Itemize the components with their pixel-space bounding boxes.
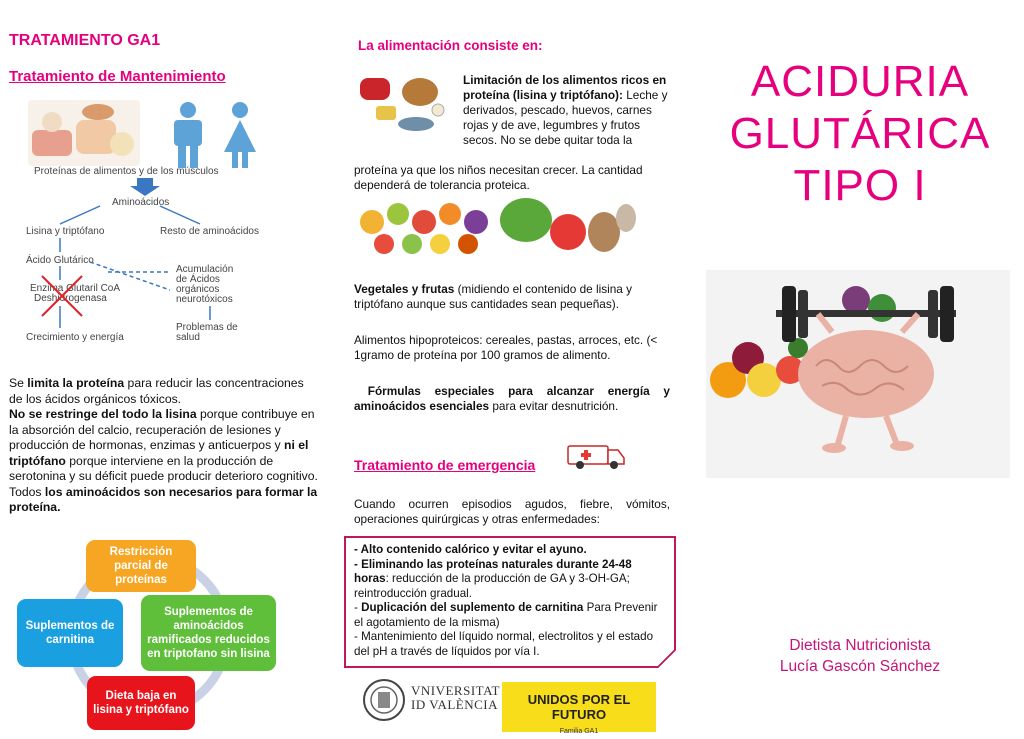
limitation-text-cont: proteína ya que los niños necesitan crecer. La cantidad dependerá de tolerancia proteica. (354, 163, 643, 192)
diagram-proteins: Proteínas de alimentos y de los músculos (34, 166, 219, 177)
diagram-enzyme-1: Enzima Glutaril CoA (30, 283, 121, 294)
emergency-item-4: - Mantenimiento del líquido normal, electrolitos y el estado del pH a través de líquidos por vía I. (354, 630, 654, 658)
unidos-logo: UNIDOS POR EL FUTURO Familia GA1 (502, 682, 656, 732)
title-line-2: GLUTÁRICA (729, 109, 991, 158)
emergency-item-2: - Eliminando las proteínas naturales durante 24-48 horas: reducción de la producción de GA y 3-OH-GA; reintroducción gradual. (354, 557, 632, 600)
emergency-box (344, 536, 676, 668)
diagram-growth: Crecimiento y energía (26, 332, 124, 343)
diagram-amino: Aminoácidos (112, 197, 170, 208)
diagram-accum-1: Acumulación (176, 264, 234, 275)
diagram-accum-2: de Ácidos (176, 274, 220, 285)
diagram-rest: Resto de aminoácidos (160, 226, 259, 237)
cycle-box-amino-supplements: Suplementos de aminoácidos ramificados reducidos en triptofano sin lisina (141, 595, 276, 671)
hypoprotein-text: Alimentos hipoproteicos: cereales, pastas, arroces, etc. (< 1gramo de proteína por 100 gramos de alimento. (354, 333, 658, 362)
diagram-lys: Lisina y triptófano (26, 226, 105, 237)
maintenance-text: Se limita la proteína para reducir las concentraciones de los ácidos orgánicos tóxicos. No se restringe del todo la lisina porque contribuye en la absorción del calcio, recuperación de lesiones y producción de hormonas, enzimas y anticuerpos y ni el triptófano porque interviene en la producción de serotonina y su déficit puede producir deterioro cognitivo. Todos los aminoácidos son necesarios para formar la proteína. (9, 376, 318, 514)
diagram-probs-2: salud (176, 332, 200, 343)
ambulance-icon (566, 440, 628, 470)
limitation-text: Limitación de los alimentos ricos en proteína (lisina y triptófano): Leche y derivados, pescado, huevos, carnes rojas y de ave, legumbres y frutos secos. No se debe quitar toda la (463, 73, 668, 147)
formulas-text: Fórmulas especiales para alcanzar energía y aminoácidos esenciales para evitar desnutrición. (354, 384, 670, 413)
diagram-probs-1: Problemas de (176, 322, 238, 333)
vegetables-fruits-image (354, 192, 644, 260)
title-line-3: TIPO I (793, 161, 927, 210)
cycle-box-carnitine: Suplementos de carnitina (17, 599, 123, 667)
vegetables-text: Vegetales y frutas (midiendo el contenido de lisina y triptófano aunque sus cantidades sean pequeñas). (354, 282, 633, 311)
emergency-intro: Cuando ocurren episodios agudos, fiebre, vómitos, operaciones quirúrgicas y otras enfermedades: (354, 497, 670, 526)
diagram-accum-4: neurotóxicos (176, 294, 233, 305)
treatment-cycle (14, 535, 284, 735)
title-line-1: ACIDURIA (750, 57, 970, 106)
diagram-glut: Ácido Glutárico (26, 255, 94, 266)
brain-lifting-image (706, 270, 1010, 478)
page-fold (656, 648, 676, 668)
diet-heading: La alimentación consiste en: (358, 38, 543, 53)
diagram-accum-3: orgánicos (176, 284, 220, 295)
cycle-box-restriction: Restricción parcial de proteínas (86, 540, 196, 592)
cycle-box-low-diet: Dieta baja en lisina y triptófano (87, 676, 195, 730)
brain-illustration (706, 270, 1010, 478)
maintenance-subtitle: Tratamiento de Mantenimiento (9, 68, 226, 85)
diagram-enzyme-2: Deshidrogenasa (34, 293, 107, 304)
section-title: TRATAMIENTO GA1 (9, 32, 161, 49)
emergency-title: Tratamiento de emergencia (354, 457, 536, 473)
university-seal-icon (362, 678, 406, 722)
university-logo: VNIVERSITAT ID VALÈNCIA (411, 683, 500, 712)
diagram-arrows (0, 0, 330, 360)
emergency-item-3: - Duplicación del suplemento de carnitina Para Prevenir el agotamiento de la misma) (354, 601, 658, 629)
emergency-item-1: - Alto contenido calórico y evitar el ayuno. (354, 543, 587, 556)
author-signature: Dietista Nutricionista Lucía Gascón Sánchez (779, 637, 941, 675)
protein-foods-icon (354, 72, 454, 138)
